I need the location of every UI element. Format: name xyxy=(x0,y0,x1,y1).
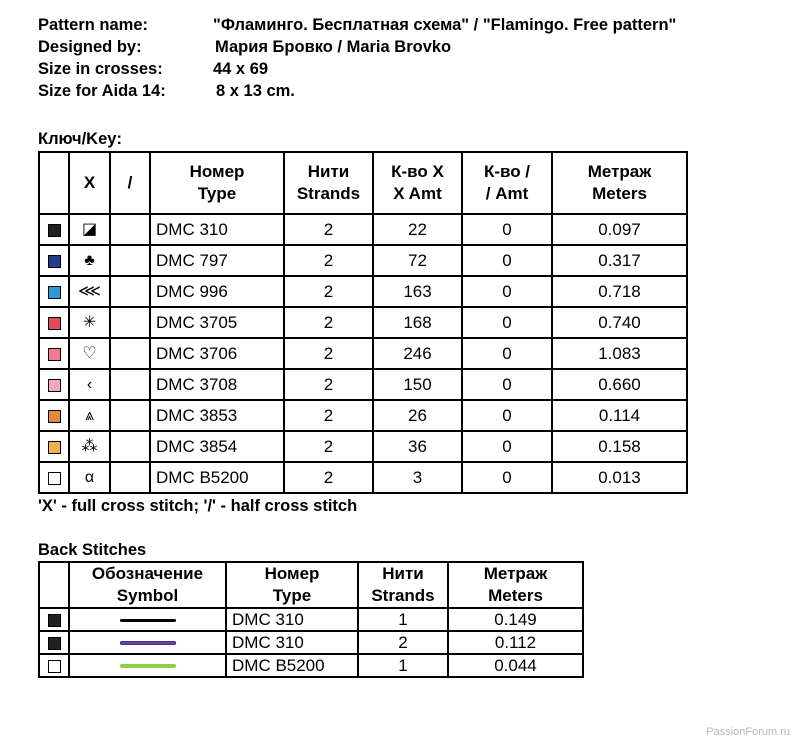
back-header-meters-en: Meters xyxy=(488,586,543,605)
stitch-note: 'X' - full cross stitch; '/' - half cross stitch xyxy=(38,497,358,515)
back-stitch-line-icon xyxy=(120,641,176,645)
meters-value: 1.083 xyxy=(552,338,687,369)
color-cell xyxy=(39,245,69,276)
stitch-symbol-icon: ✳ xyxy=(82,314,97,332)
back-header-color xyxy=(39,562,69,608)
color-swatch xyxy=(48,441,61,454)
color-swatch xyxy=(48,224,61,237)
color-cell xyxy=(39,307,69,338)
symbol-cell xyxy=(69,369,110,400)
header-meters-en: Meters xyxy=(592,184,647,203)
strands-value: 2 xyxy=(284,462,373,493)
back-color-cell xyxy=(39,654,69,677)
half-symbol-cell xyxy=(110,431,150,462)
stitch-symbol-icon: ‹ xyxy=(86,376,93,394)
key-row xyxy=(39,338,687,369)
header-type-en: Type xyxy=(197,184,237,203)
back-meters-value: 0.044 xyxy=(448,654,583,677)
half-amount-value: 0 xyxy=(462,462,552,493)
x-amount-value: 26 xyxy=(373,400,462,431)
strands-value: 2 xyxy=(284,276,373,307)
back-header-symbol-ru: Обозначение xyxy=(91,564,204,583)
back-header-symbol xyxy=(69,562,226,608)
back-symbol-cell xyxy=(69,654,226,677)
x-amount-value: 72 xyxy=(373,245,462,276)
size-label: Size in crosses: xyxy=(38,60,163,78)
symbol-cell xyxy=(69,307,110,338)
stitch-symbol-icon: ♣ xyxy=(84,252,95,270)
x-amount-value: 22 xyxy=(373,214,462,245)
header-type-ru: Номер xyxy=(189,162,245,181)
key-row xyxy=(39,245,687,276)
back-meters-value: 0.112 xyxy=(448,631,583,654)
key-header-row xyxy=(39,152,687,214)
thread-type: DMC 996 xyxy=(150,276,284,307)
thread-type: DMC B5200 xyxy=(150,462,284,493)
back-color-cell xyxy=(39,608,69,631)
symbol-cell xyxy=(69,338,110,369)
back-stitch-row xyxy=(39,631,583,654)
thread-type: DMC 3708 xyxy=(150,369,284,400)
color-swatch xyxy=(48,614,61,627)
color-swatch xyxy=(48,255,61,268)
strands-value: 2 xyxy=(284,431,373,462)
color-cell xyxy=(39,462,69,493)
color-swatch xyxy=(48,472,61,485)
back-thread-type: DMC B5200 xyxy=(226,654,358,677)
half-symbol-cell xyxy=(110,462,150,493)
strands-value: 2 xyxy=(284,245,373,276)
half-symbol-cell xyxy=(110,369,150,400)
key-table xyxy=(38,151,688,494)
symbol-cell xyxy=(69,462,110,493)
designer-label: Designed by: xyxy=(38,38,142,56)
stitch-symbol-icon: ⩓ xyxy=(84,407,95,425)
meters-value: 0.660 xyxy=(552,369,687,400)
header-color xyxy=(39,152,69,214)
strands-value: 2 xyxy=(284,307,373,338)
header-type xyxy=(150,152,284,214)
back-stitches-table xyxy=(38,561,584,678)
half-amount-value: 0 xyxy=(462,400,552,431)
back-thread-type: DMC 310 xyxy=(226,608,358,631)
key-row xyxy=(39,214,687,245)
half-symbol-cell xyxy=(110,338,150,369)
x-amount-value: 163 xyxy=(373,276,462,307)
strands-value: 2 xyxy=(284,400,373,431)
x-amount-value: 168 xyxy=(373,307,462,338)
back-stitches-title: Back Stitches xyxy=(38,541,147,559)
stitch-symbol-icon: ⋘ xyxy=(78,283,101,301)
key-row xyxy=(39,369,687,400)
stitch-symbol-icon: ⁂ xyxy=(81,438,98,456)
key-row xyxy=(39,400,687,431)
back-header-type xyxy=(226,562,358,608)
watermark: PassionForum.ru xyxy=(706,726,790,738)
color-cell xyxy=(39,400,69,431)
header-halfamt xyxy=(462,152,552,214)
back-symbol-cell xyxy=(69,631,226,654)
header-meters xyxy=(552,152,687,214)
x-amount-value: 150 xyxy=(373,369,462,400)
aida-value: 8 x 13 cm. xyxy=(216,82,295,100)
back-thread-type: DMC 310 xyxy=(226,631,358,654)
symbol-cell xyxy=(69,400,110,431)
thread-type: DMC 3705 xyxy=(150,307,284,338)
stitch-symbol-icon: ♡ xyxy=(82,345,97,363)
color-swatch xyxy=(48,348,61,361)
header-strands xyxy=(284,152,373,214)
strands-value: 2 xyxy=(284,338,373,369)
key-row xyxy=(39,276,687,307)
back-strands-value: 1 xyxy=(358,608,448,631)
color-cell xyxy=(39,338,69,369)
back-strands-value: 1 xyxy=(358,654,448,677)
x-amount-value: 246 xyxy=(373,338,462,369)
back-stitch-row xyxy=(39,608,583,631)
back-strands-value: 2 xyxy=(358,631,448,654)
color-swatch xyxy=(48,379,61,392)
aida-label: Size for Aida 14: xyxy=(38,82,166,100)
symbol-cell xyxy=(69,431,110,462)
header-strands-ru: Нити xyxy=(307,162,350,181)
header-meters-ru: Метраж xyxy=(587,162,652,181)
color-swatch xyxy=(48,660,61,673)
key-row xyxy=(39,431,687,462)
color-swatch xyxy=(48,286,61,299)
back-header-row xyxy=(39,562,583,608)
symbol-cell xyxy=(69,214,110,245)
color-cell xyxy=(39,431,69,462)
color-swatch xyxy=(48,637,61,650)
half-symbol-cell xyxy=(110,214,150,245)
back-stitch-line-icon xyxy=(120,619,176,622)
symbol-cell xyxy=(69,245,110,276)
color-swatch xyxy=(48,410,61,423)
half-amount-value: 0 xyxy=(462,369,552,400)
thread-type: DMC 797 xyxy=(150,245,284,276)
header-xamt xyxy=(373,152,462,214)
color-cell xyxy=(39,214,69,245)
half-amount-value: 0 xyxy=(462,245,552,276)
back-header-strands xyxy=(358,562,448,608)
half-symbol-cell xyxy=(110,245,150,276)
meters-value: 0.718 xyxy=(552,276,687,307)
back-header-strands-ru: Нити xyxy=(382,564,424,583)
back-header-meters-ru: Метраж xyxy=(483,564,548,583)
meters-value: 0.317 xyxy=(552,245,687,276)
back-header-type-ru: Номер xyxy=(264,564,320,583)
half-amount-value: 0 xyxy=(462,307,552,338)
strands-value: 2 xyxy=(284,369,373,400)
x-amount-value: 36 xyxy=(373,431,462,462)
header-half: / xyxy=(110,152,150,214)
key-row xyxy=(39,462,687,493)
stitch-symbol-icon: ◪ xyxy=(81,221,98,239)
meters-value: 0.114 xyxy=(552,400,687,431)
size-value: 44 x 69 xyxy=(213,60,269,78)
back-stitch-line-icon xyxy=(120,664,176,668)
key-row xyxy=(39,307,687,338)
back-header-symbol-en: Symbol xyxy=(116,586,179,605)
half-amount-value: 0 xyxy=(462,214,552,245)
half-amount-value: 0 xyxy=(462,276,552,307)
header-xamt-en: X Amt xyxy=(393,184,442,203)
color-cell xyxy=(39,276,69,307)
thread-type: DMC 310 xyxy=(150,214,284,245)
thread-type: DMC 3706 xyxy=(150,338,284,369)
back-header-type-en: Type xyxy=(272,586,312,605)
color-swatch xyxy=(48,317,61,330)
stitch-symbol-icon: α xyxy=(84,469,95,487)
header-strands-en: Strands xyxy=(296,184,361,203)
back-symbol-cell xyxy=(69,608,226,631)
designer-value: Мария Бровко / Maria Brovko xyxy=(215,38,452,56)
header-xamt-ru: К-во X xyxy=(391,162,444,181)
meters-value: 0.158 xyxy=(552,431,687,462)
header-halfamt-ru: К-во / xyxy=(483,162,531,181)
meters-value: 0.013 xyxy=(552,462,687,493)
x-amount-value: 3 xyxy=(373,462,462,493)
meters-value: 0.740 xyxy=(552,307,687,338)
pattern-name-label: Pattern name: xyxy=(38,16,149,34)
half-symbol-cell xyxy=(110,276,150,307)
half-amount-value: 0 xyxy=(462,431,552,462)
meters-value: 0.097 xyxy=(552,214,687,245)
back-color-cell xyxy=(39,631,69,654)
back-stitch-row xyxy=(39,654,583,677)
half-amount-value: 0 xyxy=(462,338,552,369)
half-symbol-cell xyxy=(110,307,150,338)
color-cell xyxy=(39,369,69,400)
header-x: X xyxy=(69,152,110,214)
back-header-strands-en: Strands xyxy=(371,586,435,605)
back-header-meters xyxy=(448,562,583,608)
header-halfamt-en: / Amt xyxy=(485,184,529,203)
back-meters-value: 0.149 xyxy=(448,608,583,631)
key-title: Ключ/Key: xyxy=(38,130,122,148)
thread-type: DMC 3853 xyxy=(150,400,284,431)
half-symbol-cell xyxy=(110,400,150,431)
symbol-cell xyxy=(69,276,110,307)
strands-value: 2 xyxy=(284,214,373,245)
thread-type: DMC 3854 xyxy=(150,431,284,462)
pattern-name-value: "Фламинго. Бесплатная схема" / "Flamingo. Free pattern" xyxy=(213,16,677,34)
